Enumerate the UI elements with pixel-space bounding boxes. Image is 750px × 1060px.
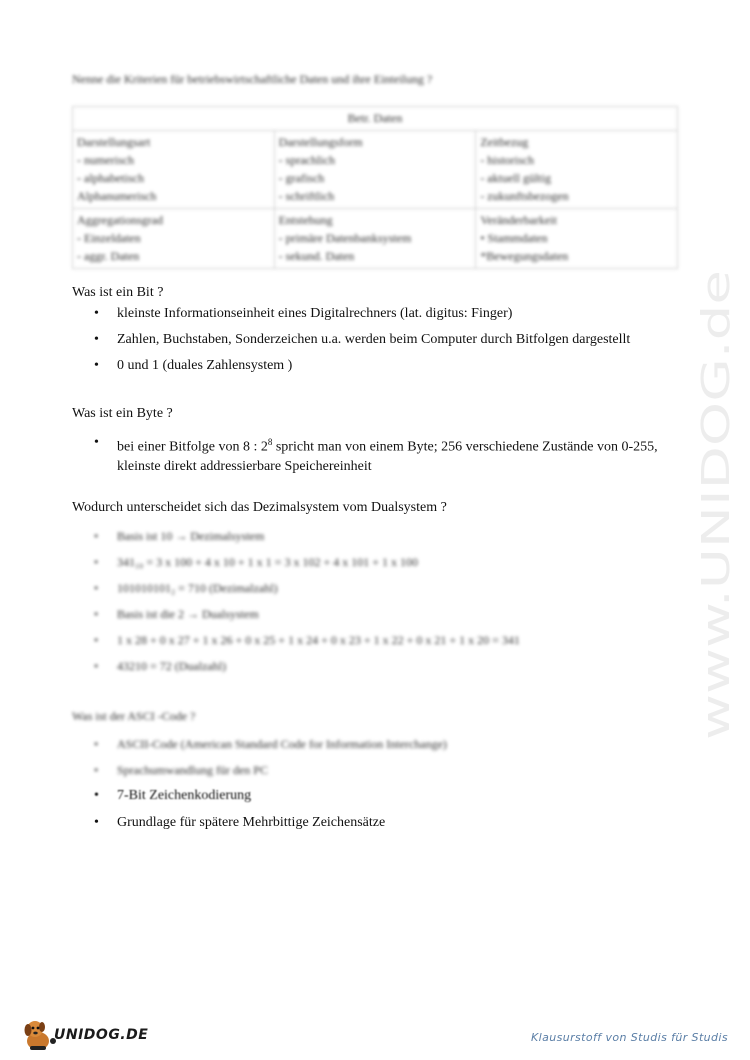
footer-slogan: Klausurstoff von Studis für Studis bbox=[531, 1031, 728, 1044]
cell-line: *Bewegungsdaten bbox=[480, 249, 569, 263]
cell-line: - aktuell gültig bbox=[480, 171, 551, 185]
cell-line: Alphanumerisch bbox=[77, 189, 157, 203]
list-item-text: ASCII-Code (American Standard Code for Information Interchange) bbox=[117, 737, 447, 751]
bullet-icon: • bbox=[94, 581, 99, 595]
bullet-icon: • bbox=[94, 815, 99, 830]
list-item-text: 0 und 1 (duales Zahlensystem ) bbox=[117, 358, 293, 373]
watermark bbox=[693, 270, 739, 740]
bit-question: Was ist ein Bit ? bbox=[72, 285, 164, 300]
bullet-icon: • bbox=[94, 607, 99, 621]
cell-line: - sekund. Daten bbox=[278, 249, 355, 263]
byte-text-start: bei einer Bitfolge von 8 : 2 bbox=[117, 439, 268, 455]
list-item-text: Sprachumwandlung für den PC bbox=[117, 763, 268, 777]
list-item-text: Basis ist 10 → Dezimalsystem bbox=[117, 529, 265, 543]
watermark-text: www.UNIDOG.de bbox=[694, 422, 738, 740]
watermark-graphic bbox=[693, 270, 739, 740]
cell-line: - grafisch bbox=[278, 171, 325, 185]
list-item-text: Grundlage für spätere Mehrbittige Zeichensätze bbox=[117, 815, 386, 830]
cell-line: - zukunftsbezogen bbox=[480, 189, 569, 203]
table-row bbox=[73, 131, 678, 209]
bullet-icon: • bbox=[94, 435, 99, 450]
bullet-icon: • bbox=[94, 306, 99, 321]
byte-text-end: spricht man von einem Byte; 256 verschiedene Zustände von 0-255, kleinste direkt addressierbare Speichereinheit bbox=[117, 439, 658, 474]
cell-line: - Einzeldaten bbox=[77, 231, 141, 245]
table-cell bbox=[73, 131, 275, 209]
ascii-question: Was ist der ASCI -Code ? bbox=[72, 709, 196, 723]
list-item-text: 7-Bit Zeichenkodierung bbox=[117, 788, 252, 803]
bullet-icon: • bbox=[94, 555, 99, 569]
criteria-table bbox=[72, 106, 678, 269]
cell-line: Zeitbezug bbox=[480, 135, 529, 149]
logo-text: UNIDOG.DE bbox=[54, 1027, 149, 1043]
cell-line: - numerisch bbox=[77, 153, 134, 167]
cell-line: Darstellungsart bbox=[77, 135, 151, 149]
cell-line: Aggregationsgrad bbox=[77, 213, 163, 227]
table-header: Betr. Daten bbox=[73, 107, 678, 131]
bullet-icon: • bbox=[94, 358, 99, 373]
list-item-text: Basis ist die 2 → Dualsystem bbox=[117, 607, 259, 621]
bullet-icon: • bbox=[94, 633, 99, 647]
list-item-text: 43210 = 72 (Dualzahl) bbox=[117, 659, 227, 673]
cell-line: - aggr. Daten bbox=[77, 249, 140, 263]
cell-line: - historisch bbox=[480, 153, 534, 167]
cell-line: Veränderbarkeit bbox=[480, 213, 557, 227]
cell-line: • Stammdaten bbox=[480, 231, 548, 245]
cell-line: - alphabetisch bbox=[77, 171, 144, 185]
list-item-text: Zahlen, Buchstaben, Sonderzeichen u.a. werden beim Computer durch Bitfolgen dargestellt bbox=[117, 332, 631, 347]
table-cell bbox=[73, 209, 275, 269]
criteria-question: Nenne die Kriterien für betriebswirtschaftliche Daten und ihre Einteilung ? bbox=[72, 72, 433, 86]
cell-line: Entstehung bbox=[278, 213, 333, 227]
cell-line: - primäre Datenbanksystem bbox=[278, 231, 412, 245]
bullet-icon: • bbox=[94, 332, 99, 347]
list-item-text: 101010101₂ = 710 (Dezimalzahl) bbox=[117, 581, 278, 595]
bullet-icon: • bbox=[94, 737, 99, 751]
bullet-icon: • bbox=[94, 659, 99, 673]
bullet-icon: • bbox=[94, 763, 99, 777]
cell-line: - schriftlich bbox=[278, 189, 335, 203]
bullet-icon: • bbox=[94, 529, 99, 543]
byte-question: Was ist ein Byte ? bbox=[72, 406, 173, 421]
table-cell bbox=[274, 131, 476, 209]
list-item-text: kleinste Informationseinheit eines Digitalrechners (lat. digitus: Finger) bbox=[117, 306, 513, 321]
list-item-text: 341₁₀ = 3 x 100 + 4 x 10 + 1 x 1 = 3 x 102 + 4 x 101 + 1 x 100 bbox=[117, 555, 418, 569]
list-item-text bbox=[117, 433, 677, 476]
bullet-icon: • bbox=[94, 788, 99, 803]
table-cell bbox=[476, 131, 678, 209]
cell-line: - sprachlich bbox=[278, 153, 335, 167]
table-cell bbox=[476, 209, 678, 269]
cell-line: Darstellungsform bbox=[278, 135, 363, 149]
table-row bbox=[73, 209, 678, 269]
dezimal-question: Wodurch unterscheidet sich das Dezimalsystem vom Dualsystem ? bbox=[72, 500, 447, 515]
byte-exponent: 8 bbox=[267, 437, 273, 447]
list-item-text: 1 x 28 + 0 x 27 + 1 x 26 + 0 x 25 + 1 x 24 + 0 x 23 + 1 x 22 + 0 x 21 + 1 x 20 = 341 bbox=[117, 633, 520, 647]
table-cell bbox=[274, 209, 476, 269]
